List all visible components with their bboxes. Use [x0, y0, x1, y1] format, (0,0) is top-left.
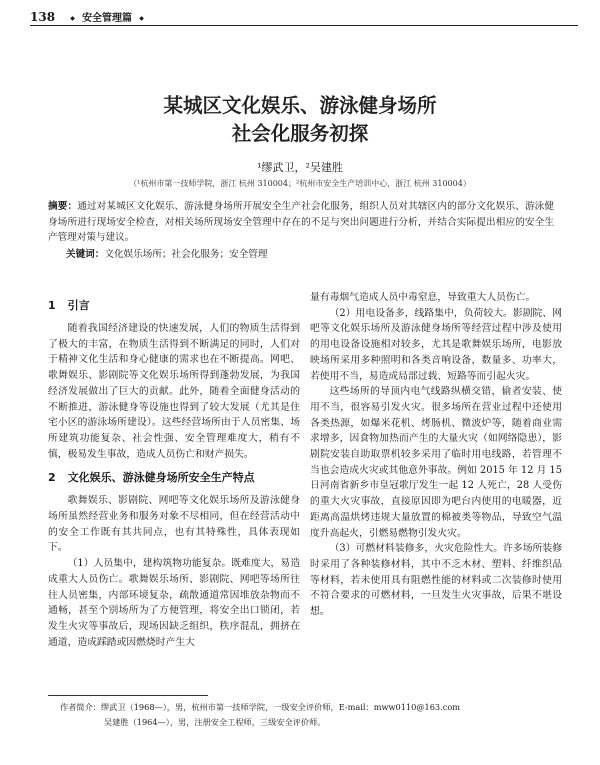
affiliation: （¹杭州市第一技师学院，浙江 杭州 310004；²杭州市安全生产培训中心，浙江 杭州 310004） [129, 179, 471, 188]
article-title [0, 92, 600, 148]
section-heading [48, 297, 300, 315]
footnote-divider [48, 695, 208, 696]
section-number: 1 [48, 299, 56, 312]
section-title: 引言 [67, 299, 90, 312]
header-separator-icon: ◆ [139, 14, 144, 22]
footnotes [60, 700, 560, 730]
abstract-label: 摘要： [48, 201, 78, 212]
paragraph: 歌舞娱乐、影剧院、网吧等文化娱乐场所及游泳健身场所虽然经营业务和服务对象不尽相同，但在经营活动中的安全工作既有其共同点，也有其特殊性，具体表现如下。 [48, 495, 300, 554]
left-column [48, 290, 300, 650]
journal-name: 安全管理篇 [82, 13, 133, 24]
section-title: 文化娱乐、游泳健身场所安全生产特点 [67, 471, 255, 485]
keywords-text: 文化娱乐场所；社会化服务；安全管理 [104, 249, 268, 260]
title-line: 某城区文化娱乐、游泳健身场所 [163, 94, 437, 117]
right-column [310, 290, 562, 620]
keywords-label: 关键词： [66, 249, 105, 260]
paragraph: （3）可燃材料装修多，火灾危险性大。许多场所装修时采用了各种装修材料，其中不乏木材、塑料、纤维织品等材料，若未使用具有阻燃性能的材料或二次装修时使用不符合要求的可燃材料，一旦发生火灾事故，后果不堪设想。 [310, 543, 562, 618]
title-line: 社会化服务初探 [231, 122, 369, 145]
footnote-line: 吴建胜（1964—），男，注册安全工程师，三级安全评价师。 [104, 717, 326, 727]
paragraph: （2）用电设备多，线路集中，负荷较大。影剧院、网吧等文化娱乐场所及游泳健身场所等经营过程中涉及使用的用电设备设施相对较多，尤其是歌舞娱乐场所，电影放映场所采用多种照明和各类音响设备，数量多、功率大，若使用不当，易造成局部过载、短路等而引起火灾。 [310, 307, 562, 382]
page-number: 138 [30, 10, 56, 24]
keywords [66, 247, 554, 263]
paragraph-continuation: 量有毒烟气造成人员中毒窒息，导致重大人员伤亡。 [310, 292, 536, 303]
page-header [30, 9, 578, 26]
footnote-line: 作者简介：缪武卫（1968—），男，杭州市第一技师学院，一级安全评价师，E-mail：mww0110@163.com [60, 702, 461, 712]
header-separator-icon: ◆ [70, 14, 75, 22]
section-number: 2 [48, 471, 56, 485]
section-heading [48, 469, 300, 487]
authors: ¹缪武卫，²吴建胜 [257, 161, 343, 174]
paragraph: 这些场所的导顶内电气线路纵横交错，偷者安装、使用不当，很容易引发火灾。很多场所在营业过程中还使用各类热源，如爆米花机、烤肠机、微波炉等，随着商业需求增多，因食物加热而产生的大量火灾（如网络隐患），影剧院安装自助取票机较多采用了临时用电线路，若管理不当也会造成火灾或其他意外事故。例如 2015 年 12 月 15 日河南省新乡市皇冠歌厅发生一起 12 人死亡，28 人受伤的重大火灾事故，直接原因即为吧台内使用的电暖器，近距离高温烘烤违规大量放置的棉被类等物品，导致空气温度升高起火，引燃易燃物引发火灾。 [310, 386, 562, 539]
abstract [48, 199, 554, 246]
paragraph: （1）人员集中，建构筑物功能复杂。既难度大，易造成重大人员伤亡。歌舞娱乐场所、影剧院、网吧等场所往往人员密集，内部环境复杂，疏散通道常因堆放杂物而不通畅，甚至个别场所为了方便管理，将安全出口锁闭，若发生火灾等事故后，现场因缺乏组织，秩序混乱，拥挤在通道，造成踩踏或因燃烧时产生大 [48, 558, 300, 648]
abstract-text: 通过对某城区文化娱乐、游泳健身场所开展安全生产社会化服务，组织人员对其辖区内的部分文化娱乐、游泳健身场所进行现场安全检查，对相关场所现场安全管理中存在的不足与突出问题进行分析，并结合实际提出相应的安全生产管理对策与建议。 [48, 201, 555, 243]
paragraph: 随着我国经济建设的快速发展，人们的物质生活得到了极大的丰富，在物质生活得到不断满足的同时，人们对于精神文化生活和身心健康的需求也在不断提高。网吧、歌舞娱乐、影剧院等文化娱乐场所得到蓬勃发展，为我国经济发展做出了巨大的贡献。此外，随着全面健身活动的不断推进，游泳健身等设施也得到了较大发展（尤其是住宅小区的游泳场所建设）。这些经营场所由于人员密集、场所建筑功能复杂、社会性强、安全管理难度大，稍有不慎，极易发生事故，造成人员伤亡和财产损失。 [48, 323, 300, 460]
